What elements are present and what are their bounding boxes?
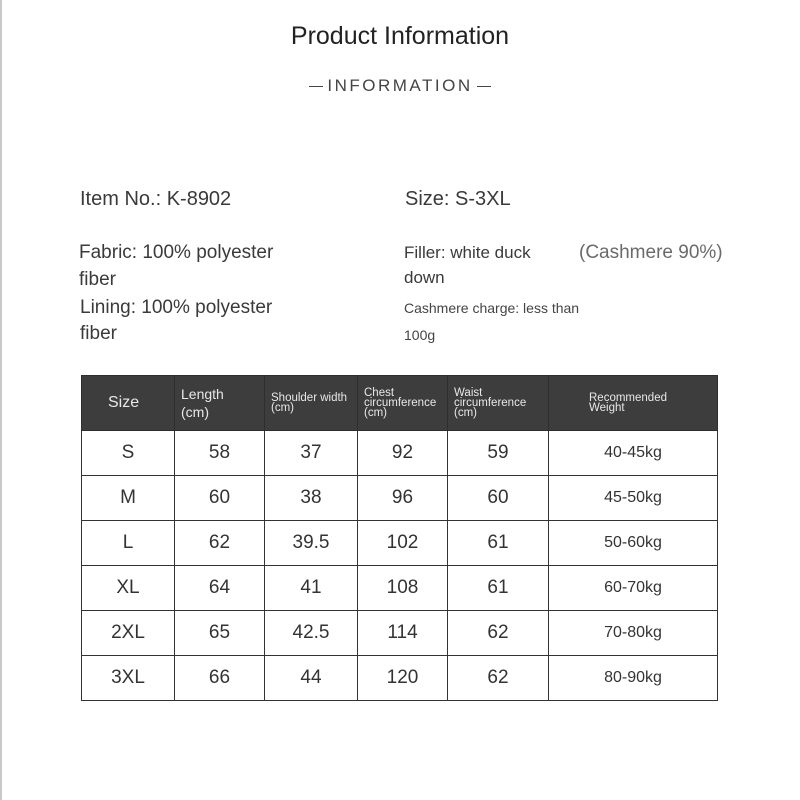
table-row [82, 656, 718, 701]
cell-chest: 114 [358, 611, 448, 656]
cell-chest: 96 [358, 476, 448, 521]
cell-waist: 62 [448, 611, 549, 656]
cell-shoulder: 42.5 [265, 611, 358, 656]
cell-shoulder: 41 [265, 566, 358, 611]
cashmere-percent: (Cashmere 90%) [579, 242, 723, 263]
cell-chest: 108 [358, 566, 448, 611]
header-chest [358, 376, 448, 431]
header-length [175, 376, 265, 431]
item-number: Item No.: K-8902 [80, 188, 232, 210]
cell-waist: 62 [448, 656, 549, 701]
cell-size: L [82, 521, 175, 566]
cell-shoulder: 39.5 [265, 521, 358, 566]
cell-weight: 70-80kg [549, 611, 718, 656]
cashmere-charge-line-2: 100g [404, 327, 436, 343]
cell-length: 66 [175, 656, 265, 701]
header-chest-unit: (cm) [364, 407, 387, 419]
cell-size: 3XL [82, 656, 175, 701]
cell-shoulder: 38 [265, 476, 358, 521]
cell-chest: 92 [358, 431, 448, 476]
cell-length: 58 [175, 431, 265, 476]
lining-line-1: Lining: 100% polyester [80, 297, 273, 318]
lining-line-2: fiber [80, 323, 117, 344]
cell-waist: 61 [448, 521, 549, 566]
header-waist [448, 376, 549, 431]
table-row [82, 476, 718, 521]
fabric-line-2: fiber [79, 269, 116, 290]
header-weight-label-2: Weight [589, 402, 625, 414]
cell-weight: 45-50kg [549, 476, 718, 521]
cell-waist: 61 [448, 566, 549, 611]
cell-waist: 59 [448, 431, 549, 476]
fabric-line-1: Fabric: 100% polyester [79, 242, 274, 263]
cashmere-charge-line-1: Cashmere charge: less than [404, 300, 580, 316]
left-border-line [0, 0, 2, 800]
cell-chest: 120 [358, 656, 448, 701]
cell-weight: 50-60kg [549, 521, 718, 566]
header-shoulder [265, 376, 358, 431]
cell-weight: 80-90kg [549, 656, 718, 701]
header-weight-label-1: Recommended [589, 392, 667, 404]
header-length-unit: (cm) [181, 404, 209, 420]
header-waist-label-1: Waist [454, 387, 483, 399]
cell-size: M [82, 476, 175, 521]
header-chest-label-2: circumference [364, 397, 437, 409]
cell-size: S [82, 431, 175, 476]
header-length-label: Length [181, 386, 224, 402]
cell-length: 60 [175, 476, 265, 521]
header-shoulder-label: Shoulder width [271, 392, 348, 404]
header-shoulder-unit: (cm) [271, 402, 294, 414]
header-size: Size [82, 376, 175, 431]
filler-line-2: down [404, 268, 445, 287]
dash-right [477, 86, 491, 88]
table-row [82, 521, 718, 566]
table-row [82, 431, 718, 476]
cell-length: 64 [175, 566, 265, 611]
cell-weight: 60-70kg [549, 566, 718, 611]
subtitle-text: INFORMATION [327, 76, 473, 95]
header-waist-unit: (cm) [454, 407, 477, 419]
table-row [82, 566, 718, 611]
header-weight [549, 376, 718, 431]
size-range: Size: S-3XL [405, 188, 511, 210]
cell-length: 65 [175, 611, 265, 656]
cell-waist: 60 [448, 476, 549, 521]
cell-weight: 40-45kg [549, 431, 718, 476]
table-row [82, 611, 718, 656]
cell-shoulder: 44 [265, 656, 358, 701]
cell-shoulder: 37 [265, 431, 358, 476]
header-chest-label-1: Chest [364, 387, 395, 399]
page-subtitle [0, 76, 800, 96]
filler-line-1: Filler: white duck [404, 243, 531, 262]
dash-left [309, 86, 323, 88]
header-waist-label-2: circumference [454, 397, 527, 409]
cell-size: 2XL [82, 611, 175, 656]
cell-length: 62 [175, 521, 265, 566]
size-chart-table [81, 375, 718, 701]
table-header-row [82, 376, 718, 431]
cell-size: XL [82, 566, 175, 611]
page-title: Product Information [290, 22, 510, 50]
cell-chest: 102 [358, 521, 448, 566]
